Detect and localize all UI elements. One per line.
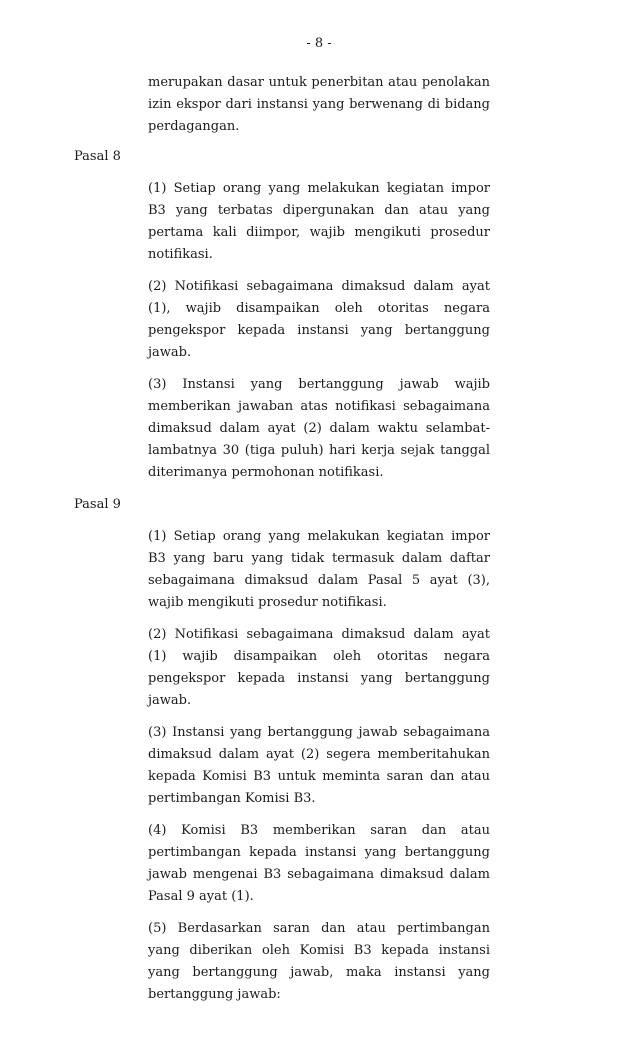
pasal-9-ayat-1: (1) Setiap orang yang melakukan kegiatan impor B3 yang baru yang tidak termasuk dalam daftar sebagaimana dimaksud dalam Pasal 5 ayat (3), wajib mengikuti prosedur notifikasi.	[148, 529, 490, 610]
continuation-paragraph: merupakan dasar untuk penerbitan atau penolakan izin ekspor dari instansi yang berwenang di bidang perdagangan.	[148, 75, 490, 134]
pasal-8-section	[148, 178, 490, 484]
pasal-9-heading: Pasal 9	[74, 497, 121, 512]
pasal-8-ayat-1: (1) Setiap orang yang melakukan kegiatan impor B3 yang terbatas dipergunakan dan atau yang pertama kali diimpor, wajib mengikuti prosedur notifikasi.	[148, 181, 490, 262]
pasal-8-heading: Pasal 8	[74, 149, 121, 164]
pasal-9-ayat-5: (5) Berdasarkan saran dan atau pertimbangan yang diberikan oleh Komisi B3 kepada instansi yang bertanggung jawab, maka instansi yang bertanggung jawab:	[148, 921, 490, 1002]
pasal-9-ayat-4: (4) Komisi B3 memberikan saran dan atau pertimbangan kepada instansi yang bertanggung jawab mengenai B3 sebagaimana dimaksud dalam Pasal 9 ayat (1).	[148, 823, 490, 904]
pasal-9-ayat-2: (2) Notifikasi sebagaimana dimaksud dalam ayat (1) wajib disampaikan oleh otoritas negara pengekspor kepada instansi yang bertanggung jawab.	[148, 627, 490, 708]
document-body	[0, 72, 638, 1016]
pasal-8-ayat-3: (3) Instansi yang bertanggung jawab wajib memberikan jawaban atas notifikasi sebagaimana dimaksud dalam ayat (2) dalam waktu selambat-lambatnya 30 (tiga puluh) hari kerja sejak tanggal diterimanya permohonan notifikasi.	[148, 377, 490, 480]
pasal-9-section	[148, 526, 490, 1006]
page-number: - 8 -	[306, 36, 332, 51]
pasal-9-ayat-3: (3) Instansi yang bertanggung jawab sebagaimana dimaksud dalam ayat (2) segera memberitahukan kepada Komisi B3 untuk meminta saran dan atau pertimbangan Komisi B3.	[148, 725, 490, 806]
pasal-8-ayat-2: (2) Notifikasi sebagaimana dimaksud dalam ayat (1), wajib disampaikan oleh otoritas negara pengekspor kepada instansi yang bertanggung jawab.	[148, 279, 490, 360]
